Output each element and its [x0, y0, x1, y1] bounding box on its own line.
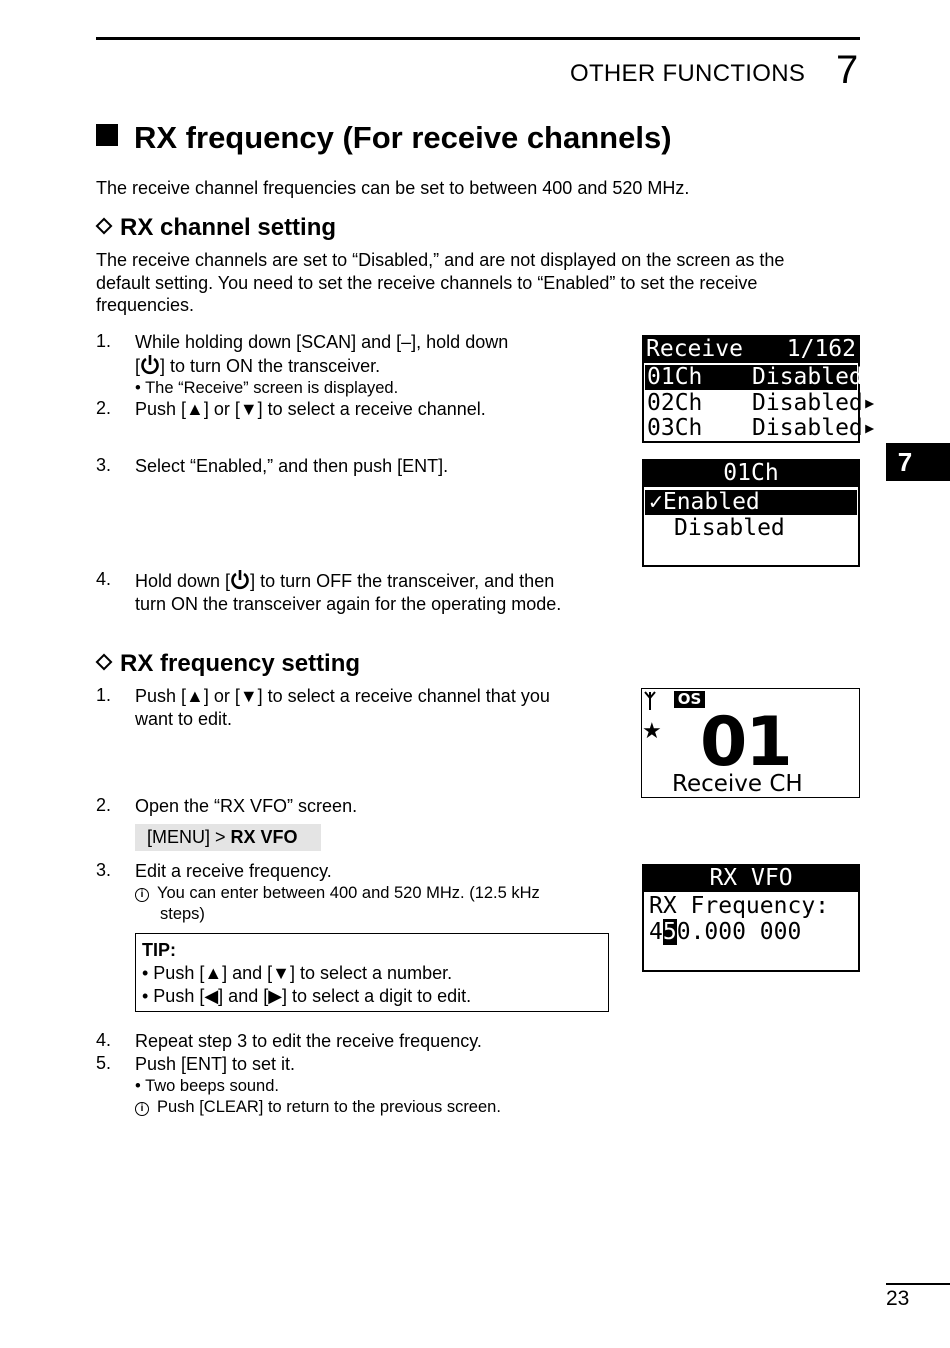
step-line: Push [▲] or [▼] to select a receive channel that you [135, 686, 550, 706]
lcd-receive-screen [642, 335, 877, 443]
lcd-channel: 02Ch [647, 390, 703, 416]
step-text: Open the “RX VFO” screen. [135, 796, 358, 816]
step-line: While holding down [SCAN] and [–], hold down [135, 332, 509, 352]
os-badge: OS [674, 691, 705, 708]
step-info: steps) [160, 904, 205, 923]
info-icon: i [135, 888, 149, 902]
lcd-title: RX VFO [644, 866, 858, 892]
frequency-setting-heading: RX frequency setting [94, 650, 360, 678]
channel-label: Receive CH [672, 771, 803, 797]
step-text: Select “Enabled,” and then push [ENT]. [135, 456, 449, 476]
step-info: i Push [CLEAR] to return to the previous screen. [135, 1097, 501, 1118]
lcd-channel-screen [642, 459, 860, 567]
section-title: OTHER FUNCTIONS [570, 60, 806, 87]
step-text [135, 860, 540, 925]
channel-setting-heading: RX channel setting [94, 214, 336, 242]
step-text [135, 331, 508, 400]
info-icon: i [135, 1102, 149, 1116]
page-number: 23 [886, 1287, 910, 1310]
footer-rule [886, 1283, 950, 1285]
step-number: 4. [96, 569, 112, 589]
step-info: i You can enter between 400 and 520 MHz. (12.5 kHz [135, 883, 540, 904]
lcd-status: Disabled▸ [752, 364, 877, 390]
lcd-main-screen [641, 688, 860, 798]
digit-cursor: 5 [662, 919, 677, 945]
step-note: • The “Receive” screen is displayed. [135, 379, 399, 397]
lcd-row-selected [645, 364, 877, 390]
lcd-status: Disabled▸ [752, 415, 877, 441]
channel-number: 01 [700, 703, 791, 782]
tip-label: TIP: [142, 940, 176, 960]
lcd-status: Disabled▸ [752, 390, 877, 416]
intro-text: The receive channel frequencies can be set to between 400 and 520 MHz. [96, 178, 690, 198]
step-number: 3. [96, 455, 112, 475]
tip-box [135, 933, 609, 1012]
header-rule [96, 37, 860, 40]
lcd-title-bar [644, 337, 858, 363]
step-line: Push [ENT] to set it. [135, 1054, 296, 1074]
menu-path: [MENU] > RX VFO [135, 824, 321, 851]
square-bullet-icon [96, 124, 118, 146]
power-icon [140, 354, 160, 376]
step-line: turn ON the transceiver again for the operating mode. [135, 593, 562, 614]
star-icon: ★ [642, 719, 662, 744]
lcd-frequency-label: RX Frequency: [649, 893, 830, 919]
tip-line: • Push [▲] and [▼] to select a number. [142, 963, 453, 983]
step-number: 4. [96, 1030, 112, 1050]
step-line: [ ] to turn ON the transceiver. [135, 355, 381, 376]
lcd-option-selected: ✓Enabled [645, 490, 857, 515]
step-line: Hold down [ ] to turn OFF the transceiver, and then [135, 571, 555, 591]
page-title: RX frequency (For receive channels) [96, 120, 672, 156]
channel-setting-description: The receive channels are set to “Disabled,” and are not displayed on the screen as the default setting. You need to set the receive channels to “Enabled” to set the receive frequencies. [96, 250, 785, 315]
power-icon [230, 569, 250, 591]
step-number: 5. [96, 1053, 112, 1073]
lcd-channel: 01Ch [647, 364, 703, 390]
lcd-count: 1/162 [786, 336, 856, 362]
step-text [135, 1053, 501, 1118]
lcd-title: Receive [646, 336, 743, 362]
lcd-row [644, 415, 877, 441]
step-text [135, 569, 561, 615]
step-text [135, 685, 550, 730]
lcd-frequency-value: 450.000 000 [649, 919, 802, 945]
lcd-channel: 03Ch [647, 415, 703, 441]
step-number: 1. [96, 331, 112, 351]
tip-line: • Push [◀] and [▶] to select a digit to edit. [142, 986, 472, 1006]
step-text: Repeat step 3 to edit the receive frequency. [135, 1031, 482, 1051]
lcd-row [644, 390, 877, 416]
chapter-number: 7 [836, 48, 859, 92]
step-line: want to edit. [135, 708, 233, 729]
step-number: 2. [96, 795, 112, 815]
diamond-icon [96, 218, 113, 235]
step-line: Edit a receive frequency. [135, 861, 332, 881]
diamond-icon [96, 654, 113, 671]
lcd-vfo-screen [642, 864, 860, 972]
step-text: Push [▲] or [▼] to select a receive channel. [135, 399, 486, 419]
step-note: • Two beeps sound. [135, 1076, 279, 1095]
lcd-option: Disabled [674, 515, 785, 541]
lcd-title: 01Ch [644, 461, 858, 487]
antenna-icon [644, 691, 656, 711]
step-number: 3. [96, 860, 112, 880]
chapter-side-tab: 7 [886, 443, 950, 481]
step-number: 2. [96, 398, 112, 418]
step-number: 1. [96, 685, 112, 705]
